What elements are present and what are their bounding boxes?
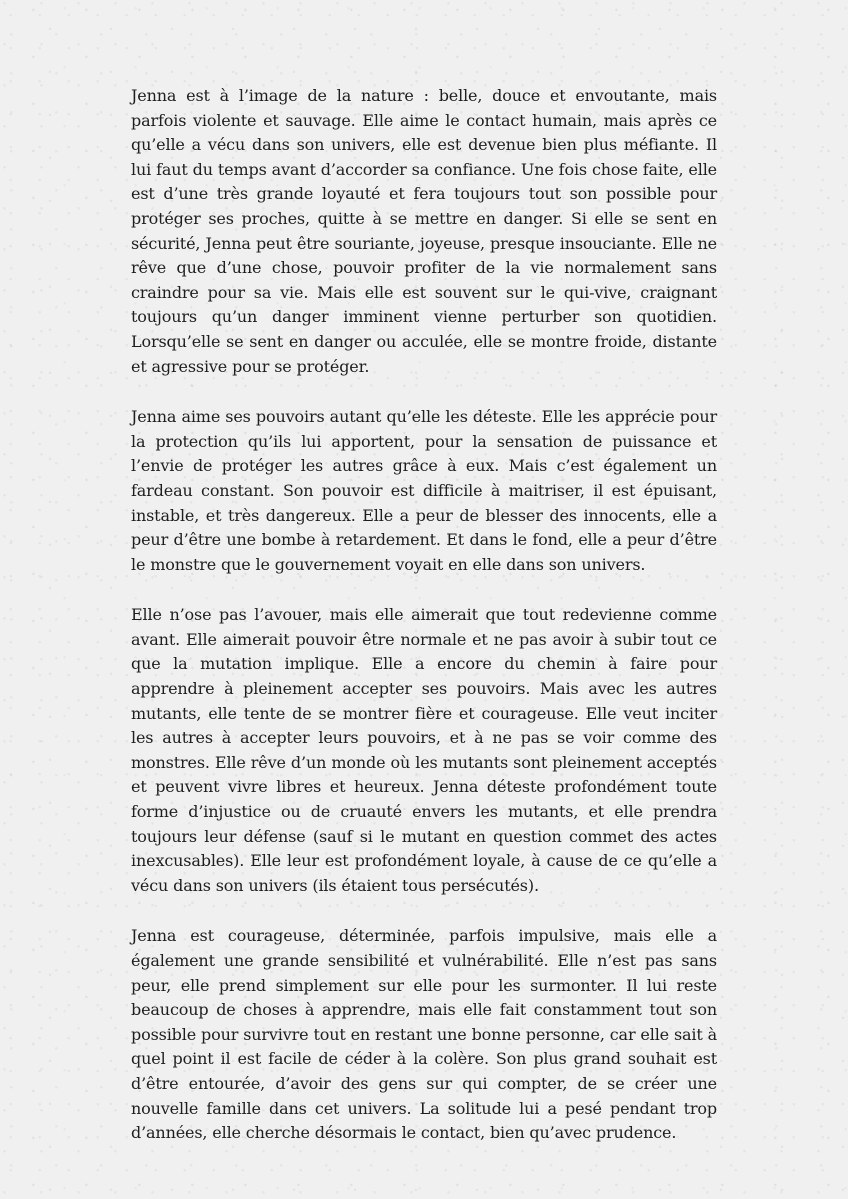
text-body: [131, 84, 717, 1172]
paragraph-1: Jenna est à l’image de la nature : belle, douce et envoutante, mais parfois violente et sauvage. Elle aime le contact humain, mais après ce qu’elle a vécu dans son univers, elle est devenue bien plus méfiante. Il lui faut du temps avant d’accorder sa confiance. Une fois chose faite, elle est d’une très grande loyauté et fera toujours tout son possible pour protéger ses proches, quitte à se mettre en danger. Si elle se sent en sécurité, Jenna peut être souriante, joyeuse, presque insouciante. Elle ne rêve que d’une chose, pouvoir profiter de la vie normalement sans craindre pour sa vie. Mais elle est souvent sur le qui-vive, craignant toujours qu’un danger imminent vienne perturber son quotidien. Lorsqu’elle se sent en danger ou acculée, elle se montre froide, distante et agressive pour se protéger.: [131, 86, 717, 376]
paragraph-4: Jenna est courageuse, déterminée, parfois impulsive, mais elle a également une grande sensibilité et vulnérabilité. Elle n’est pas sans peur, elle prend simplement sur elle pour les surmonter. Il lui reste beaucoup de choses à apprendre, mais elle fait constamment tout son possible pour survivre tout en restant une bonne personne, car elle sait à quel point il est facile de céder à la colère. Son plus grand souhait est d’être entourée, d’avoir des gens sur qui compter, de se créer une nouvelle famille dans cet univers. La solitude lui a pesé pendant trop d’années, elle cherche désormais le contact, bien qu’avec prudence.: [131, 926, 717, 1143]
paragraph-3: Elle n’ose pas l’avouer, mais elle aimerait que tout redevienne comme avant. Elle aimerait pouvoir être normale et ne pas avoir à subir tout ce que la mutation implique. Elle a encore du chemin à faire pour apprendre à pleinement accepter ses pouvoirs. Mais avec les autres mutants, elle tente de se montrer fière et courageuse. Elle veut inciter les autres à accepter leurs pouvoirs, et à ne pas se voir comme des monstres. Elle rêve d’un monde où les mutants sont pleinement acceptés et peuvent vivre libres et heureux. Jenna déteste profondément toute forme d’injustice ou de cruauté envers les mutants, et elle prendra toujours leur défense (sauf si le mutant en question commet des actes inexcusables). Elle leur est profondément loyale, à cause de ce qu’elle a vécu dans son univers (ils étaient tous persécutés).: [131, 605, 717, 895]
paragraph-2: Jenna aime ses pouvoirs autant qu’elle les déteste. Elle les apprécie pour la protection qu’ils lui apportent, pour la sensation de puissance et l’envie de protéger les autres grâce à eux. Mais c’est également un fardeau constant. Son pouvoir est difficile à maitriser, il est épuisant, instable, et très dangereux. Elle a peur de blesser des innocents, elle a peur d’être une bombe à retardement. Et dans le fond, elle a peur d’être le monstre que le gouvernement voyait en elle dans son univers.: [131, 407, 717, 574]
